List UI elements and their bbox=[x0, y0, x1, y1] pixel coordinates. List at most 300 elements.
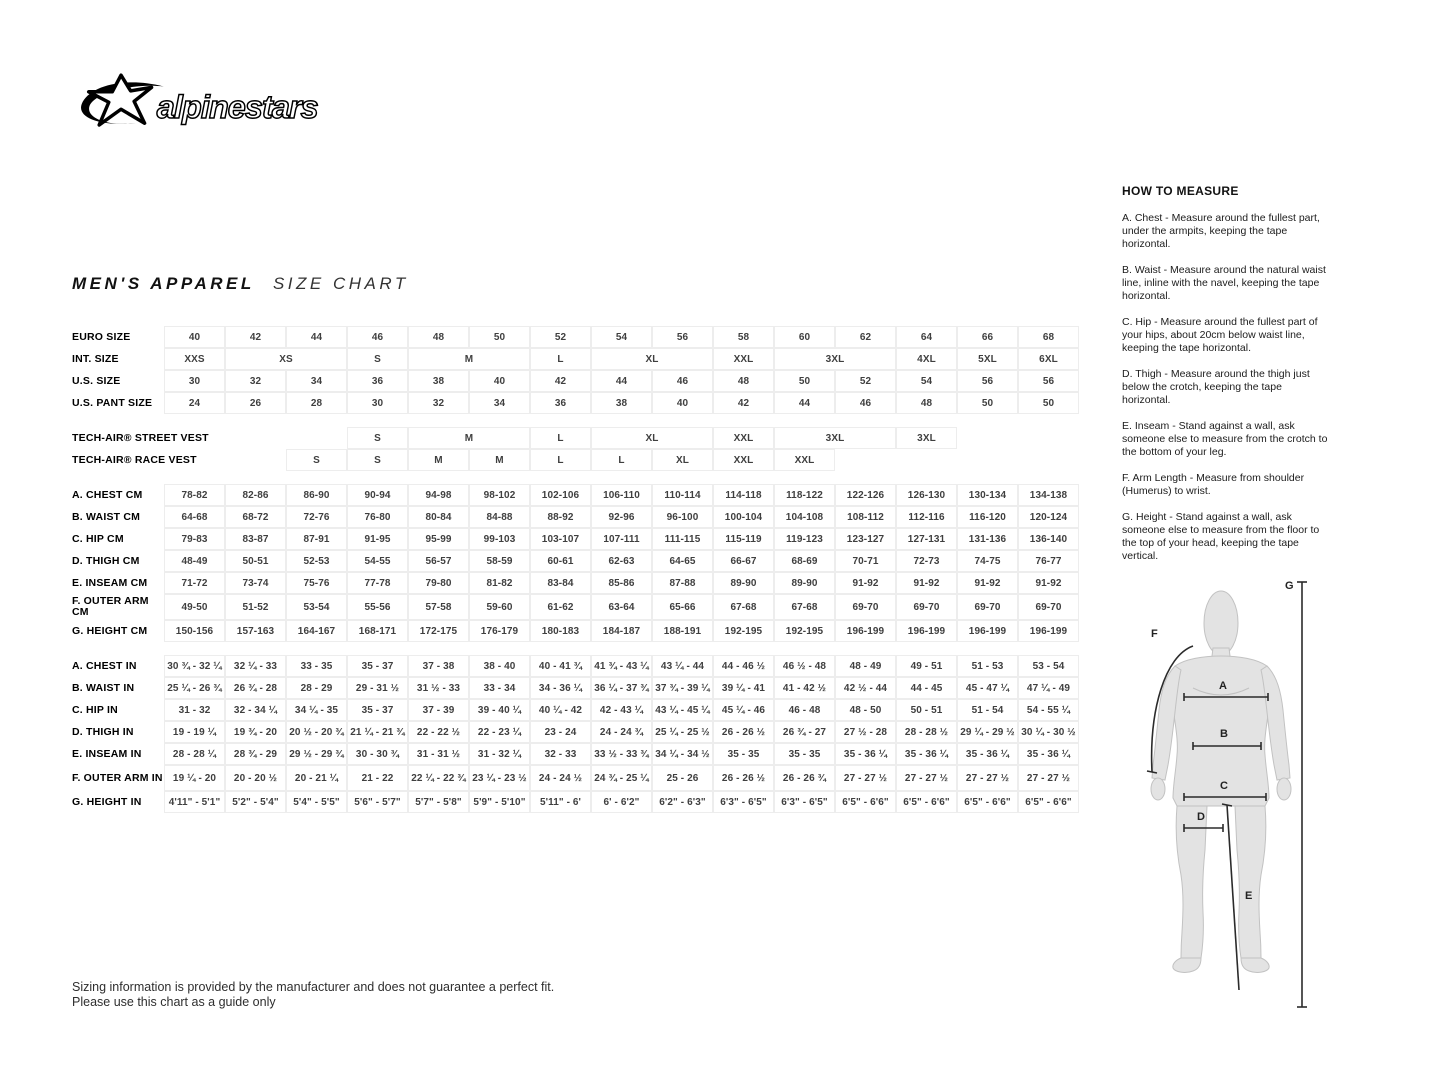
size-cell: 41 - 42 ½ bbox=[774, 677, 835, 699]
size-cell: 35 - 35 bbox=[774, 743, 835, 765]
size-cell: 35 - 36 ¼ bbox=[896, 743, 957, 765]
figure-label-hip: C bbox=[1220, 780, 1228, 792]
size-cell: 89-90 bbox=[713, 572, 774, 594]
size-cell: 30 bbox=[347, 392, 408, 414]
size-cell: 69-70 bbox=[1018, 594, 1079, 620]
size-cell: 50 bbox=[774, 370, 835, 392]
size-cell: 103-107 bbox=[530, 528, 591, 550]
size-cell: 40 ¼ - 42 bbox=[530, 699, 591, 721]
size-cell: 75-76 bbox=[286, 572, 347, 594]
size-cell bbox=[1018, 427, 1079, 449]
size-cell: 29 - 31 ½ bbox=[347, 677, 408, 699]
size-cell: 37 ¾ - 39 ¼ bbox=[652, 677, 713, 699]
size-cell: 84-88 bbox=[469, 506, 530, 528]
size-cell: 72-73 bbox=[896, 550, 957, 572]
size-cell: 196-199 bbox=[835, 620, 896, 642]
size-cell: 24 - 24 ¾ bbox=[591, 721, 652, 743]
figure-label-inseam: E bbox=[1245, 890, 1253, 902]
size-cell: 67-68 bbox=[774, 594, 835, 620]
row-label: F. OUTER ARM CM bbox=[72, 595, 149, 618]
size-cell: 34 bbox=[469, 392, 530, 414]
size-cell: L bbox=[530, 427, 591, 449]
size-cell: 24 ¾ - 25 ¼ bbox=[591, 765, 652, 791]
size-cell: 65-66 bbox=[652, 594, 713, 620]
size-cell: 51 - 53 bbox=[957, 655, 1018, 677]
size-cell: 28 ¾ - 29 bbox=[225, 743, 286, 765]
size-cell: 6'3" - 6'5" bbox=[713, 791, 774, 813]
size-cell: 52 bbox=[835, 370, 896, 392]
size-cell: 62 bbox=[835, 326, 896, 348]
size-cell: 54 - 55 ¼ bbox=[1018, 699, 1079, 721]
size-cell: 36 bbox=[530, 392, 591, 414]
size-cell: 87-91 bbox=[286, 528, 347, 550]
size-table bbox=[72, 326, 1080, 813]
size-cell: 40 - 41 ¾ bbox=[530, 655, 591, 677]
size-cell: 33 ½ - 33 ¾ bbox=[591, 743, 652, 765]
size-cell: 114-118 bbox=[713, 484, 774, 506]
row-label: G. HEIGHT IN bbox=[72, 795, 142, 808]
size-cell: 192-195 bbox=[713, 620, 774, 642]
size-cell: 69-70 bbox=[835, 594, 896, 620]
size-cell: 100-104 bbox=[713, 506, 774, 528]
size-cell bbox=[835, 449, 896, 471]
table-row bbox=[72, 484, 1080, 506]
size-cell: 96-100 bbox=[652, 506, 713, 528]
row-label: E. INSEAM CM bbox=[72, 576, 148, 589]
figure-left-hand bbox=[1151, 778, 1165, 800]
size-cell: 30 - 30 ¾ bbox=[347, 743, 408, 765]
size-cell: 48 bbox=[713, 370, 774, 392]
size-cell: 90-94 bbox=[347, 484, 408, 506]
page-title-sub: SIZE CHART bbox=[272, 274, 409, 293]
size-cell: 51-52 bbox=[225, 594, 286, 620]
table-row bbox=[72, 392, 1080, 414]
size-cell: 25 - 26 bbox=[652, 765, 713, 791]
figure-label-arm: F bbox=[1151, 628, 1158, 640]
size-cell: 49 - 51 bbox=[896, 655, 957, 677]
size-cell: 48-49 bbox=[164, 550, 225, 572]
size-cell: 120-124 bbox=[1018, 506, 1079, 528]
row-label: B. WAIST CM bbox=[72, 510, 141, 523]
size-cell: 36 bbox=[347, 370, 408, 392]
size-cell: 40 bbox=[652, 392, 713, 414]
measure-instruction: E. Inseam - Stand against a wall, ask someone else to measure from the crotch to the bottom of your leg. bbox=[1122, 420, 1328, 458]
size-cell: 77-78 bbox=[347, 572, 408, 594]
size-cell: 32 - 33 bbox=[530, 743, 591, 765]
size-cell: 42 bbox=[713, 392, 774, 414]
size-cell: 31 - 31 ½ bbox=[408, 743, 469, 765]
size-cell: 46 - 48 bbox=[774, 699, 835, 721]
size-cell: 26 ¾ - 28 bbox=[225, 677, 286, 699]
size-cell: 34 ¼ - 34 ½ bbox=[652, 743, 713, 765]
row-label: U.S. PANT SIZE bbox=[72, 396, 153, 409]
size-cell: L bbox=[591, 449, 652, 471]
size-cell: 38 - 40 bbox=[469, 655, 530, 677]
size-cell: 45 - 47 ¼ bbox=[957, 677, 1018, 699]
size-cell: 44 - 45 bbox=[896, 677, 957, 699]
table-row bbox=[72, 370, 1080, 392]
size-cell: 34 bbox=[286, 370, 347, 392]
size-cell: 31 - 32 ¼ bbox=[469, 743, 530, 765]
size-cell: 115-119 bbox=[713, 528, 774, 550]
size-cell: 39 ¼ - 41 bbox=[713, 677, 774, 699]
disclaimer bbox=[72, 980, 554, 1010]
logo-wordmark: alpinestars bbox=[156, 88, 318, 125]
size-cell: 66-67 bbox=[713, 550, 774, 572]
size-cell: 110-114 bbox=[652, 484, 713, 506]
table-row bbox=[72, 449, 1080, 471]
size-cell: 5XL bbox=[957, 348, 1018, 370]
size-cell: 41 ¾ - 43 ¼ bbox=[591, 655, 652, 677]
disclaimer-line-2: Please use this chart as a guide only bbox=[72, 995, 276, 1009]
size-cell: 50 bbox=[1018, 392, 1079, 414]
size-cell: 119-123 bbox=[774, 528, 835, 550]
size-cell: 42 - 43 ¼ bbox=[591, 699, 652, 721]
size-cell: 196-199 bbox=[896, 620, 957, 642]
size-cell: 50 bbox=[469, 326, 530, 348]
figure-label-thigh: D bbox=[1197, 811, 1205, 823]
size-cell: 62-63 bbox=[591, 550, 652, 572]
size-cell: 48 - 49 bbox=[835, 655, 896, 677]
size-cell: 50 bbox=[957, 392, 1018, 414]
size-cell: 43 ¼ - 44 bbox=[652, 655, 713, 677]
size-cell: 38 bbox=[408, 370, 469, 392]
size-cell: 33 - 34 bbox=[469, 677, 530, 699]
size-cell: 56 bbox=[1018, 370, 1079, 392]
size-cell: 27 - 27 ½ bbox=[957, 765, 1018, 791]
size-cell: 35 - 37 bbox=[347, 699, 408, 721]
row-label: A. CHEST CM bbox=[72, 488, 143, 501]
size-cell bbox=[957, 449, 1018, 471]
size-cell: 26 bbox=[225, 392, 286, 414]
row-label: TECH-AIR® RACE VEST bbox=[72, 453, 197, 466]
size-cell: 87-88 bbox=[652, 572, 713, 594]
size-cell: 32 bbox=[225, 370, 286, 392]
figure-right-leg bbox=[1235, 806, 1266, 958]
size-cell: 44 bbox=[286, 326, 347, 348]
table-row bbox=[72, 427, 1080, 449]
size-cell: 107-111 bbox=[591, 528, 652, 550]
size-cell: 118-122 bbox=[774, 484, 835, 506]
size-cell: 157-163 bbox=[225, 620, 286, 642]
measure-instruction: F. Arm Length - Measure from shoulder (Humerus) to wrist. bbox=[1122, 472, 1305, 497]
size-cell bbox=[957, 427, 1018, 449]
size-cell: 112-116 bbox=[896, 506, 957, 528]
size-cell: 26 ¾ - 27 bbox=[774, 721, 835, 743]
size-cell: 24 bbox=[164, 392, 225, 414]
size-cell: 54 bbox=[591, 326, 652, 348]
row-label: EURO SIZE bbox=[72, 330, 131, 343]
size-cell: 6' - 6'2" bbox=[591, 791, 652, 813]
row-label: U.S. SIZE bbox=[72, 374, 121, 387]
size-cell: 68-72 bbox=[225, 506, 286, 528]
table-row bbox=[72, 594, 1080, 620]
size-cell: M bbox=[408, 449, 469, 471]
size-cell: 28 - 29 bbox=[286, 677, 347, 699]
size-cell: 37 - 39 bbox=[408, 699, 469, 721]
size-cell: 23 - 24 bbox=[530, 721, 591, 743]
size-cell: 88-92 bbox=[530, 506, 591, 528]
table-row bbox=[72, 765, 1080, 791]
size-cell: 52 bbox=[530, 326, 591, 348]
table-row bbox=[72, 506, 1080, 528]
size-cell: L bbox=[530, 348, 591, 370]
size-cell bbox=[164, 427, 347, 449]
size-cell: 24 - 24 ½ bbox=[530, 765, 591, 791]
size-cell: 91-95 bbox=[347, 528, 408, 550]
size-cell: 5'7" - 5'8" bbox=[408, 791, 469, 813]
size-cell: XL bbox=[591, 427, 713, 449]
size-cell: 168-171 bbox=[347, 620, 408, 642]
measurement-figure bbox=[1135, 560, 1440, 1020]
size-cell: 61-62 bbox=[530, 594, 591, 620]
how-to-measure-panel bbox=[1122, 184, 1330, 576]
size-cell: 55-56 bbox=[347, 594, 408, 620]
size-cell: 6'5" - 6'6" bbox=[1018, 791, 1079, 813]
size-cell: 78-82 bbox=[164, 484, 225, 506]
size-cell: XXL bbox=[713, 348, 774, 370]
size-cell: 20 - 21 ¼ bbox=[286, 765, 347, 791]
size-cell: 20 - 20 ½ bbox=[225, 765, 286, 791]
row-label: D. THIGH CM bbox=[72, 554, 140, 567]
size-cell: 44 bbox=[591, 370, 652, 392]
size-cell: 83-87 bbox=[225, 528, 286, 550]
size-cell: 5'9" - 5'10" bbox=[469, 791, 530, 813]
row-label: G. HEIGHT CM bbox=[72, 624, 148, 637]
size-cell: 3XL bbox=[774, 427, 896, 449]
size-cell: 27 ½ - 28 bbox=[835, 721, 896, 743]
size-cell: 49-50 bbox=[164, 594, 225, 620]
size-cell: 106-110 bbox=[591, 484, 652, 506]
row-label: TECH-AIR® STREET VEST bbox=[72, 431, 209, 444]
size-cell: 5'11" - 6' bbox=[530, 791, 591, 813]
size-cell: 31 ½ - 33 bbox=[408, 677, 469, 699]
size-cell: 94-98 bbox=[408, 484, 469, 506]
size-cell: 6'5" - 6'6" bbox=[835, 791, 896, 813]
measure-instruction: B. Waist - Measure around the natural waist line, inline with the navel, keeping the tape horizontal. bbox=[1122, 264, 1326, 302]
measure-instruction: D. Thigh - Measure around the thigh just below the crotch, keeping the tape horizontal. bbox=[1122, 368, 1310, 406]
size-cell: 69-70 bbox=[896, 594, 957, 620]
size-cell: 47 ¼ - 49 bbox=[1018, 677, 1079, 699]
size-cell: 46 bbox=[347, 326, 408, 348]
size-cell: 44 bbox=[774, 392, 835, 414]
size-cell: 60-61 bbox=[530, 550, 591, 572]
size-cell: 19 ¼ - 20 bbox=[164, 765, 225, 791]
row-label: F. OUTER ARM IN bbox=[72, 771, 163, 784]
size-cell: 76-80 bbox=[347, 506, 408, 528]
size-cell: 123-127 bbox=[835, 528, 896, 550]
table-row bbox=[72, 699, 1080, 721]
size-cell: 28 - 28 ½ bbox=[896, 721, 957, 743]
size-cell: XXL bbox=[774, 449, 835, 471]
size-cell: 23 ¼ - 23 ½ bbox=[469, 765, 530, 791]
size-cell: 6'3" - 6'5" bbox=[774, 791, 835, 813]
size-cell: 27 - 27 ½ bbox=[1018, 765, 1079, 791]
size-cell: 19 - 19 ¼ bbox=[164, 721, 225, 743]
size-cell: 5'6" - 5'7" bbox=[347, 791, 408, 813]
size-cell: 172-175 bbox=[408, 620, 469, 642]
size-cell: 136-140 bbox=[1018, 528, 1079, 550]
body-silhouette-diagram bbox=[1135, 560, 1440, 1020]
size-cell: 116-120 bbox=[957, 506, 1018, 528]
size-cell: S bbox=[347, 427, 408, 449]
size-cell: 91-92 bbox=[835, 572, 896, 594]
size-cell: 35 - 36 ¼ bbox=[1018, 743, 1079, 765]
size-cell: 22 ¼ - 22 ¾ bbox=[408, 765, 469, 791]
size-cell: 196-199 bbox=[957, 620, 1018, 642]
size-cell: 30 bbox=[164, 370, 225, 392]
page-title-main: MEN'S APPAREL bbox=[72, 274, 255, 293]
size-cell: 111-115 bbox=[652, 528, 713, 550]
size-cell: S bbox=[286, 449, 347, 471]
measure-instruction: C. Hip - Measure around the fullest part of your hips, about 20cm below waist line, keeping the tape horizontal. bbox=[1122, 316, 1318, 354]
size-cell: 39 - 40 ¼ bbox=[469, 699, 530, 721]
size-cell: 32 bbox=[408, 392, 469, 414]
size-cell: 60 bbox=[774, 326, 835, 348]
size-cell: 79-80 bbox=[408, 572, 469, 594]
figure-label-waist: B bbox=[1220, 728, 1228, 740]
size-cell: 180-183 bbox=[530, 620, 591, 642]
figure-right-foot bbox=[1241, 958, 1269, 972]
size-cell: 6'5" - 6'6" bbox=[896, 791, 957, 813]
size-cell: 34 - 36 ¼ bbox=[530, 677, 591, 699]
size-cell: 91-92 bbox=[1018, 572, 1079, 594]
size-cell: 122-126 bbox=[835, 484, 896, 506]
size-cell: 6XL bbox=[1018, 348, 1079, 370]
size-cell: 68 bbox=[1018, 326, 1079, 348]
size-cell: XS bbox=[225, 348, 347, 370]
size-cell: 22 - 23 ¼ bbox=[469, 721, 530, 743]
size-cell: 58 bbox=[713, 326, 774, 348]
size-cell: 29 ½ - 29 ¾ bbox=[286, 743, 347, 765]
size-cell: 26 - 26 ½ bbox=[713, 721, 774, 743]
size-cell: 127-131 bbox=[896, 528, 957, 550]
size-cell: 31 - 32 bbox=[164, 699, 225, 721]
size-cell: 50 - 51 bbox=[896, 699, 957, 721]
size-cell: 53 - 54 bbox=[1018, 655, 1079, 677]
size-cell: 81-82 bbox=[469, 572, 530, 594]
size-cell: 52-53 bbox=[286, 550, 347, 572]
size-cell: 91-92 bbox=[896, 572, 957, 594]
size-cell: S bbox=[347, 348, 408, 370]
size-cell: 126-130 bbox=[896, 484, 957, 506]
size-cell: L bbox=[530, 449, 591, 471]
size-cell: 25 ¼ - 26 ¾ bbox=[164, 677, 225, 699]
size-cell bbox=[225, 449, 286, 471]
size-cell: M bbox=[408, 348, 530, 370]
size-cell: 164-167 bbox=[286, 620, 347, 642]
size-cell: 56 bbox=[652, 326, 713, 348]
size-cell: 5'4" - 5'5" bbox=[286, 791, 347, 813]
size-cell: 32 ¼ - 33 bbox=[225, 655, 286, 677]
size-cell: 38 bbox=[591, 392, 652, 414]
size-cell: 58-59 bbox=[469, 550, 530, 572]
table-row bbox=[72, 620, 1080, 642]
size-cell: 131-136 bbox=[957, 528, 1018, 550]
table-row bbox=[72, 528, 1080, 550]
figure-label-height: G bbox=[1285, 580, 1294, 592]
size-cell: 89-90 bbox=[774, 572, 835, 594]
table-row bbox=[72, 572, 1080, 594]
table-row bbox=[72, 550, 1080, 572]
size-cell: 29 ¼ - 29 ½ bbox=[957, 721, 1018, 743]
how-to-measure-heading: HOW TO MEASURE bbox=[1122, 184, 1239, 198]
size-cell: 54-55 bbox=[347, 550, 408, 572]
size-cell: 46 bbox=[835, 392, 896, 414]
size-cell: 4'11" - 5'1" bbox=[164, 791, 225, 813]
size-cell: 104-108 bbox=[774, 506, 835, 528]
size-cell: XL bbox=[591, 348, 713, 370]
size-cell: 27 - 27 ½ bbox=[835, 765, 896, 791]
logo-star-icon bbox=[89, 75, 152, 125]
table-row bbox=[72, 655, 1080, 677]
size-cell: 71-72 bbox=[164, 572, 225, 594]
size-cell: 22 - 22 ½ bbox=[408, 721, 469, 743]
size-cell: 21 - 22 bbox=[347, 765, 408, 791]
size-cell: 188-191 bbox=[652, 620, 713, 642]
size-cell: M bbox=[469, 449, 530, 471]
size-cell: 59-60 bbox=[469, 594, 530, 620]
measure-instruction: G. Height - Stand against a wall, ask someone else to measure from the floor to the top of your head, keeping the tape vertical. bbox=[1122, 511, 1320, 562]
size-cell: 102-106 bbox=[530, 484, 591, 506]
table-row bbox=[72, 721, 1080, 743]
size-cell: 73-74 bbox=[225, 572, 286, 594]
size-cell: S bbox=[347, 449, 408, 471]
size-cell bbox=[1018, 449, 1079, 471]
how-to-measure-list bbox=[1122, 212, 1330, 563]
size-cell: 43 ¼ - 45 ¼ bbox=[652, 699, 713, 721]
size-cell: 50-51 bbox=[225, 550, 286, 572]
size-cell: 42 bbox=[530, 370, 591, 392]
table-row bbox=[72, 791, 1080, 813]
size-cell: 25 ¼ - 25 ½ bbox=[652, 721, 713, 743]
size-cell: 54 bbox=[896, 370, 957, 392]
size-cell: 5'2" - 5'4" bbox=[225, 791, 286, 813]
row-label: C. HIP CM bbox=[72, 532, 124, 545]
size-cell: 108-112 bbox=[835, 506, 896, 528]
size-cell: 27 - 27 ½ bbox=[896, 765, 957, 791]
size-cell: 67-68 bbox=[713, 594, 774, 620]
size-cell: 26 - 26 ½ bbox=[713, 765, 774, 791]
figure-label-chest: A bbox=[1219, 680, 1227, 692]
size-cell: 130-134 bbox=[957, 484, 1018, 506]
size-cell: 35 - 36 ¼ bbox=[835, 743, 896, 765]
size-cell: 72-76 bbox=[286, 506, 347, 528]
size-cell: 4XL bbox=[896, 348, 957, 370]
table-row bbox=[72, 677, 1080, 699]
size-cell: 48 bbox=[896, 392, 957, 414]
size-cell: XXL bbox=[713, 449, 774, 471]
size-cell: 79-83 bbox=[164, 528, 225, 550]
size-cell: 51 - 54 bbox=[957, 699, 1018, 721]
size-cell: 66 bbox=[957, 326, 1018, 348]
size-cell: 70-71 bbox=[835, 550, 896, 572]
size-cell: 53-54 bbox=[286, 594, 347, 620]
size-cell: 176-179 bbox=[469, 620, 530, 642]
size-cell: 134-138 bbox=[1018, 484, 1079, 506]
row-label: INT. SIZE bbox=[72, 352, 119, 365]
size-cell: 21 ¼ - 21 ¾ bbox=[347, 721, 408, 743]
size-cell: 76-77 bbox=[1018, 550, 1079, 572]
size-cell: XXL bbox=[713, 427, 774, 449]
size-cell: 28 - 28 ¼ bbox=[164, 743, 225, 765]
size-cell: 3XL bbox=[774, 348, 896, 370]
size-cell: XL bbox=[652, 449, 713, 471]
size-cell bbox=[896, 449, 957, 471]
size-cell: 57-58 bbox=[408, 594, 469, 620]
size-cell: 85-86 bbox=[591, 572, 652, 594]
size-cell: 33 - 35 bbox=[286, 655, 347, 677]
